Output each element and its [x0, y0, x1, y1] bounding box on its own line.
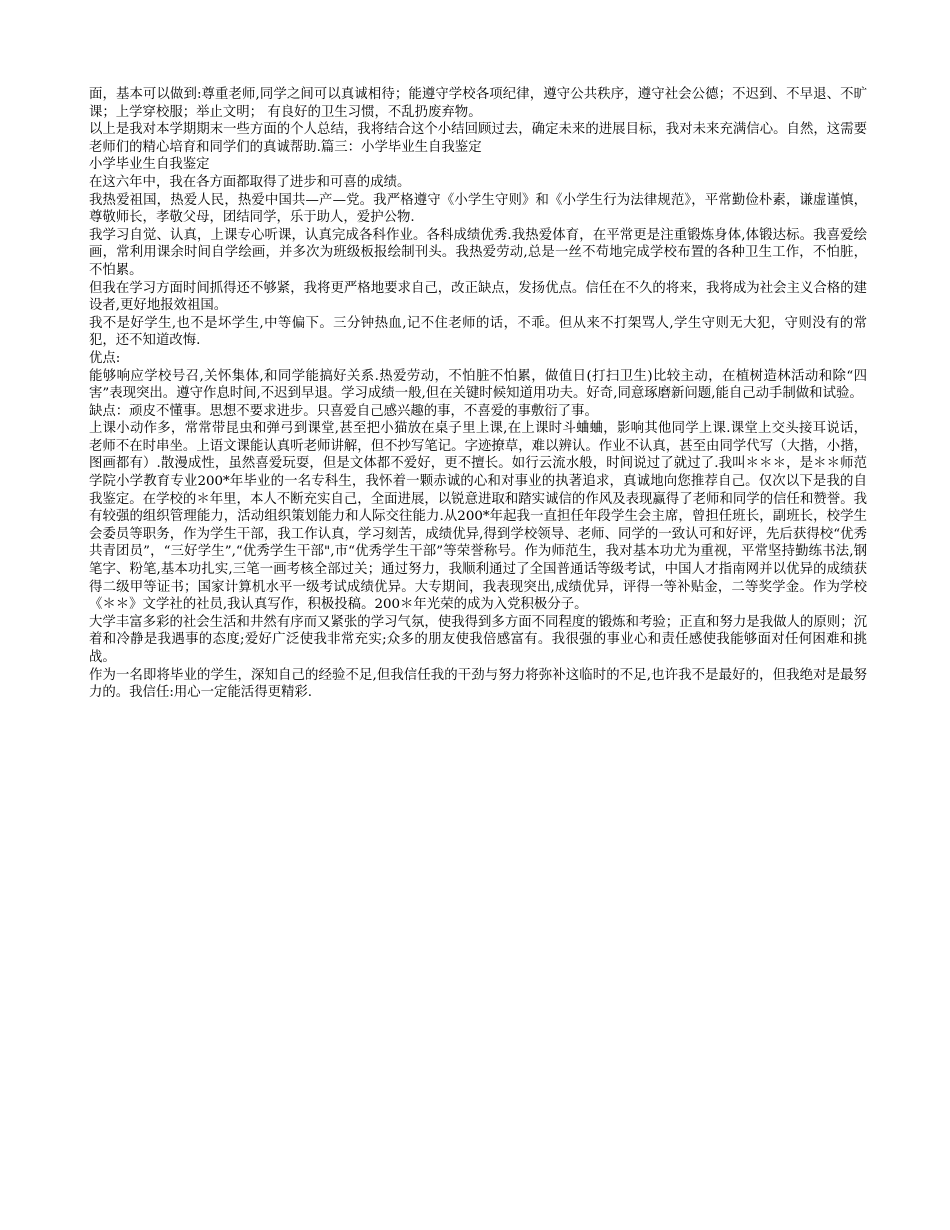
- paragraph-weaknesses: 缺点：顽皮不懂事。思想不要求进步。只喜爱自己感兴趣的事，不喜爱的事敷衍了事。: [89, 403, 598, 419]
- paragraph: 在这六年中，我在各方面都取得了进步和可喜的成绩。: [89, 174, 411, 190]
- document-body: [89, 86, 867, 702]
- paragraph: 但我在学习方面时间抓得还不够紧，我将更严格地要求自己，改正缺点，发扬优点。信任在不久的将来，我将成为社会主义合格的建设者,更好地报效祖国。: [89, 280, 867, 314]
- paragraph: 我热爱祖国，热爱人民，热爱中国共—产—党。我严格遵守《小学生守则》和《小学生行为法律规范》，平常勤俭朴素，谦虚谨慎，尊敬师长，孝敬父母，团结同学，乐于助人，爱护公物.: [89, 192, 867, 226]
- paragraph: 上课小动作多，常常带昆虫和弹弓到课堂,甚至把小猫放在桌子里上课,在上课时斗蛐蛐，影响其他同学上课.课堂上交头接耳说话， 老师不在时串坐。上语文课能认真听老师讲解，但不抄写笔记。字迹撩草，难以辨认。作业不认真，甚至由同学代写（大揩，小揩，图画都有）.散漫成性，虽然喜爱玩耍，但是文体都不爱好，更不擅长。如行云流水般，时间说过了就过了.我叫＊＊＊，是＊＊师范学院小学教育专业200*年毕业的一名专科生，我怀着一颗赤诚的心和对事业的执著追求，真诚地向您推荐自己。仅次以下是我的自我鉴定。在学校的＊年里，本人不断充实自己，全面进展，以锐意进取和踏实诚信的作风及表现赢得了老师和同学的信任和赞誉。我有较强的组织管理能力，活动组织策划能力和人际交往能力.从200*年起我一直担任年段学生会主席，曾担任班长，副班长，校学生会委员等职务，作为学生干部，我工作认真，学习刻苦，成绩优异,得到学校领导、老师、同学的一致认可和好评，先后获得校“优秀共青团员”，“三好学生”,“优秀学生干部",市“优秀学生干部”等荣誉称号。作为师范生，我对基本功尤为重视，平常坚持勤练书法,钢笔字、粉笔,基本功扎实,三笔一画考核全部过关；通过努力，我顺利通过了全国普通话等级考试，中国人才指南网并以优异的成绩获得二级甲等证书；国家计算机水平一级考试成绩优异。大专期间，我表现突出,成绩优异，评得一等补贴金，二等奖学金。作为学校《＊＊》文学社的社员,我认真写作，积极投稿。200＊年光荣的成为入党积极分子。: [89, 421, 867, 613]
- paragraph: 我不是好学生,也不是坏学生,中等偏下。三分钟热血,记不住老师的话，不乖。但从来不打架骂人,学生守则无大犯，守则没有的常犯，还不知道改悔.: [89, 315, 867, 349]
- paragraph: 面，基本可以做到:尊重老师,同学之间可以真诚相待；能遵守学校各项纪律，遵守公共秩序，遵守社会公德；不迟到、不早退、不旷课；上学穿校服；举止文明； 有良好的卫生习惯，不乱扔废弃物。: [89, 87, 867, 120]
- section-title: 小学毕业生自我鉴定: [89, 157, 210, 173]
- paragraph: 大学丰富多彩的社会生活和井然有序而又紧张的学习气氛，使我得到多方面不同程度的锻炼和考验；正直和努力是我做人的原则；沉着和冷静是我遇事的态度;爱好广泛使我非常充实;众多的朋友使我倍感富有。我很强的事业心和责任感使我能够面对任何困难和挑战。: [89, 614, 867, 665]
- paragraph: 作为一名即将毕业的学生，深知自己的经验不足,但我信任我的干劲与努力将弥补这临时的不足,也许我不是最好的，但我绝对是最努力的。我信任:用心一定能活得更精彩.: [89, 667, 867, 701]
- paragraph: 以上是我对本学期期末一些方面的个人总结，我将结合这个小结回顾过去，确定未来的进展目标，我对未来充满信心。自然，这需要老师们的精心培育和同学们的真诚帮助.篇三：小学毕业生自我鉴定: [89, 122, 867, 155]
- paragraph: 能够响应学校号召,关怀集体,和同学能搞好关系.热爱劳动，不怕脏不怕累，做值日(打扫卫生)比较主动，在植树造林活动和除“四害”表现突出。遵守作息时间,不迟到早退。学习成绩一般,但在关键时候知道用功夫。好奇,同意琢磨新问题,能自己动手制做和试验。: [89, 368, 867, 402]
- paragraph: 我学习自觉、认真，上课专心听课，认真完成各科作业。各科成绩优秀.我热爱体育，在平常更是注重锻炼身体,体锻达标。我喜爱绘画，常利用课余时间自学绘画，并多次为班级板报绘制刊头。我热爱劳动,总是一丝不苟地完成学校布置的各种卫生工作，不怕脏，不怕累。: [89, 227, 867, 278]
- subheading-strengths: 优点:: [89, 350, 121, 366]
